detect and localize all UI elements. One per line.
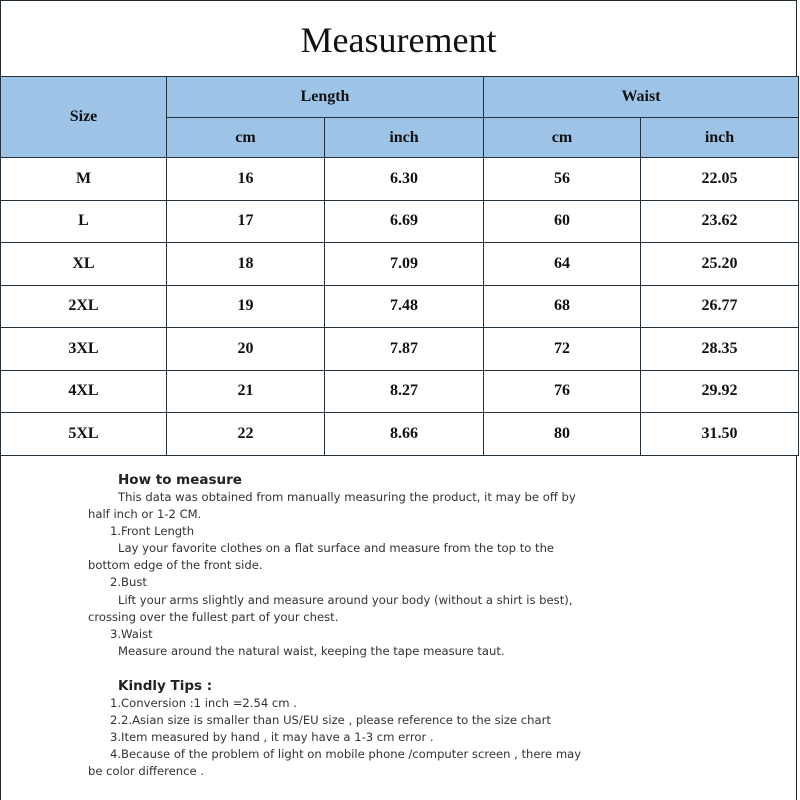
table-row bbox=[1, 200, 799, 243]
table-row bbox=[1, 243, 799, 286]
cell-waist-inch: 25.20 bbox=[641, 243, 799, 286]
header-size: Size bbox=[1, 77, 167, 158]
measurement-notes bbox=[0, 456, 797, 780]
cell-size: 3XL bbox=[1, 328, 167, 371]
header-length-inch: inch bbox=[325, 118, 484, 158]
cell-length-inch: 6.69 bbox=[325, 200, 484, 243]
front-length-text-cont: bottom edge of the front side. bbox=[88, 558, 263, 573]
cell-waist-cm: 64 bbox=[484, 243, 641, 286]
page-title: Measurement bbox=[300, 20, 497, 60]
cell-length-cm: 17 bbox=[167, 200, 325, 243]
cell-size: XL bbox=[1, 243, 167, 286]
size-table bbox=[0, 76, 799, 456]
cell-waist-cm: 68 bbox=[484, 285, 641, 328]
cell-size: M bbox=[1, 158, 167, 201]
cell-size: 5XL bbox=[1, 413, 167, 456]
cell-waist-inch: 31.50 bbox=[641, 413, 799, 456]
header-length: Length bbox=[167, 77, 484, 118]
cell-length-cm: 20 bbox=[167, 328, 325, 371]
cell-waist-inch: 26.77 bbox=[641, 285, 799, 328]
cell-waist-cm: 80 bbox=[484, 413, 641, 456]
tip-4-cont: be color difference . bbox=[88, 764, 204, 779]
table-row bbox=[1, 285, 799, 328]
waist-text: Measure around the natural waist, keeping the tape measure taut. bbox=[118, 643, 505, 658]
cell-length-inch: 7.09 bbox=[325, 243, 484, 286]
cell-length-cm: 18 bbox=[167, 243, 325, 286]
kindly-tips-heading: Kindly Tips : bbox=[118, 677, 213, 694]
cell-waist-inch: 22.05 bbox=[641, 158, 799, 201]
table-row bbox=[1, 328, 799, 371]
cell-length-cm: 22 bbox=[167, 413, 325, 456]
cell-length-inch: 7.87 bbox=[325, 328, 484, 371]
cell-waist-inch: 23.62 bbox=[641, 200, 799, 243]
cell-length-cm: 16 bbox=[167, 158, 325, 201]
front-length-title: 1.Front Length bbox=[110, 524, 195, 539]
tip-2: 2.2.Asian size is smaller than US/EU size , please reference to the size chart bbox=[110, 713, 551, 728]
bust-text: Lift your arms slightly and measure around your body (without a shirt is best), bbox=[118, 592, 573, 607]
header-length-cm: cm bbox=[167, 118, 325, 158]
table-row bbox=[1, 413, 799, 456]
cell-waist-cm: 56 bbox=[484, 158, 641, 201]
cell-size: 4XL bbox=[1, 370, 167, 413]
intro-text: This data was obtained from manually measuring the product, it may be off by bbox=[118, 490, 576, 504]
cell-waist-inch: 29.92 bbox=[641, 370, 799, 413]
cell-size: 2XL bbox=[1, 285, 167, 328]
header-row-groups bbox=[1, 77, 799, 118]
waist-title: 3.Waist bbox=[110, 626, 153, 641]
cell-waist-cm: 72 bbox=[484, 328, 641, 371]
header-waist-cm: cm bbox=[484, 118, 641, 158]
cell-length-inch: 8.66 bbox=[325, 413, 484, 456]
cell-length-cm: 21 bbox=[167, 370, 325, 413]
how-to-measure-heading: How to measure bbox=[118, 472, 242, 488]
front-length-text: Lay your favorite clothes on a flat surface and measure from the top to the bbox=[118, 541, 555, 556]
cell-length-cm: 19 bbox=[167, 285, 325, 328]
cell-length-inch: 7.48 bbox=[325, 285, 484, 328]
tip-1: 1.Conversion :1 inch =2.54 cm . bbox=[110, 695, 297, 710]
cell-waist-cm: 76 bbox=[484, 370, 641, 413]
cell-size: L bbox=[1, 200, 167, 243]
cell-length-inch: 6.30 bbox=[325, 158, 484, 201]
cell-length-inch: 8.27 bbox=[325, 370, 484, 413]
header-waist-inch: inch bbox=[641, 118, 799, 158]
header-waist: Waist bbox=[484, 77, 799, 118]
table-row bbox=[1, 158, 799, 201]
tip-3: 3.Item measured by hand , it may have a 1-3 cm error . bbox=[110, 730, 434, 745]
bust-title: 2.Bust bbox=[110, 575, 147, 590]
cell-waist-cm: 60 bbox=[484, 200, 641, 243]
cell-waist-inch: 28.35 bbox=[641, 328, 799, 371]
intro-text-cont: half inch or 1-2 CM. bbox=[88, 507, 202, 522]
tip-4: 4.Because of the problem of light on mobile phone /computer screen , there may bbox=[110, 747, 582, 762]
bust-text-cont: crossing over the fullest part of your chest. bbox=[88, 609, 339, 624]
table-row bbox=[1, 370, 799, 413]
